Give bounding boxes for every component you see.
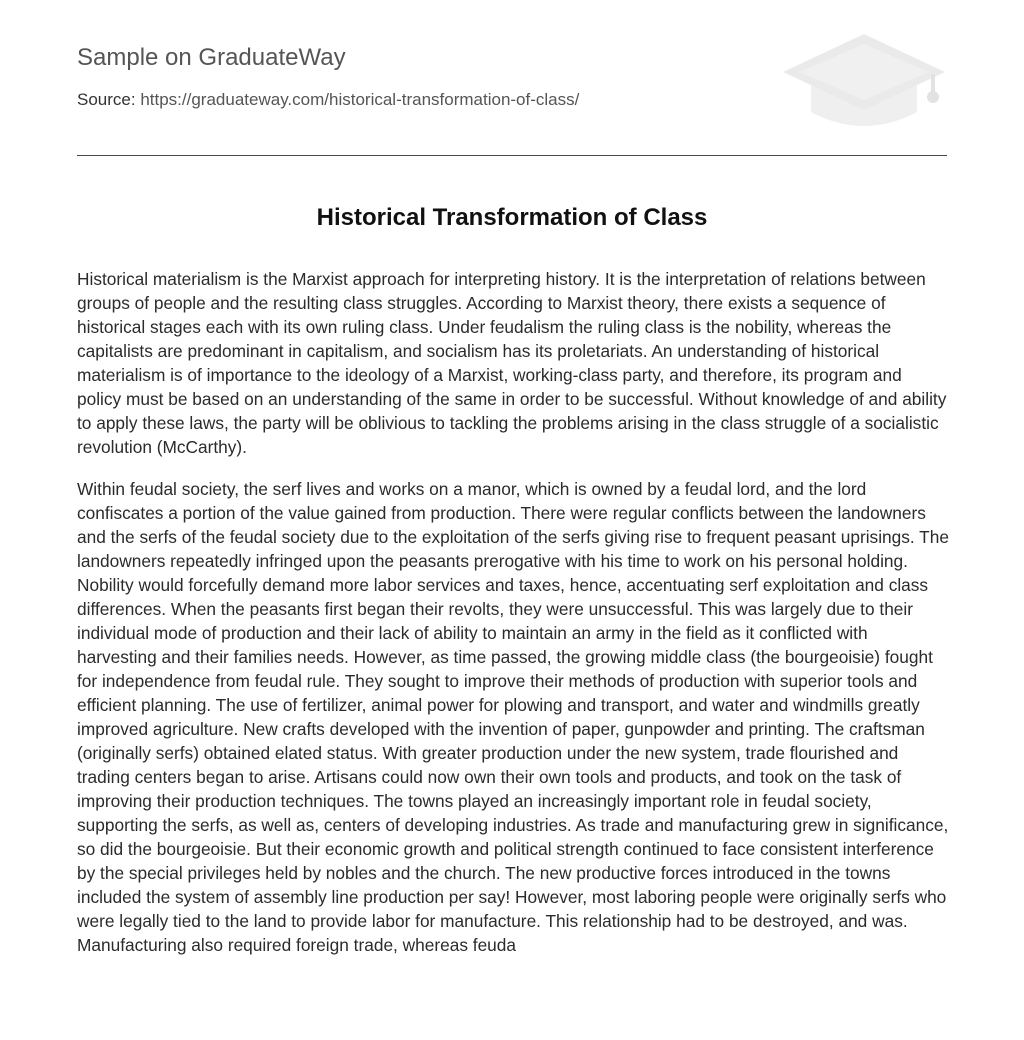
header-divider [77,155,947,156]
document-title: Historical Transformation of Class [316,204,708,231]
source-link[interactable]: https://graduateway.com/historical-transformation-of-class/ [140,90,580,109]
paragraph: Historical materialism is the Marxist approach for interpreting history. It is the interpretation of relations between groups of people and the resulting class struggles. According to Marxist theory, there exists a sequence of historical stages each with its own ruling class. Under feudalism the ruling class is the nobility, whereas the capitalists are predominant in capitalism, and socialism has its proletariats. An understanding of historical materialism is of importance to the ideology of a Marxist, working-class party, and therefore, its program and policy must be based on an understanding of the same in order to be successful. Without knowledge of and ability to apply these laws, the party will be oblivious to tackling the problems arising in the class struggle of a socialistic revolution (McCarthy). [77,269,947,457]
page-header [77,0,947,156]
site-title: Sample on GraduateWay [77,44,346,71]
document-body [77,267,949,975]
source-line [77,90,579,110]
source-label: Source: [77,90,136,109]
graduation-cap-icon [781,30,947,134]
paragraph: Within feudal society, the serf lives and works on a manor, which is owned by a feudal lord, and the lord confiscates a portion of the value gained from production. There were regular conflicts between the landowners and the serfs of the feudal society due to the exploitation of the serfs giving rise to frequent peasant uprisings. The landowners repeatedly infringed upon the peasants prerogative with his time to work on his personal holding. Nobility would forcefully demand more labor services and taxes, hence, accentuating serf exploitation and class differences. When the peasants first began their revolts, they were unsuccessful. This was largely due to their individual mode of production and their lack of ability to maintain an army in the field as it conflicted with harvesting and their families needs. However, as time passed, the growing middle class (the bourgeoisie) fought for independence from feudal rule. They sought to improve their methods of production with superior tools and efficient planning. The use of fertilizer, animal power for plowing and transport, and water and windmills greatly improved agriculture. New crafts developed with the invention of paper, gunpowder and printing. The craftsman (originally serfs) obtained elated status. With greater production under the new system, trade flourished and trading centers began to arise. Artisans could now own their own tools and products, and took on the task of improving their production techniques. The towns played an increasingly important role in feudal society, supporting the serfs, as well as, centers of developing industries. As trade and manufacturing grew in significance, so did the bourgeoisie. But their economic growth and political strength continued to face consistent interference by the special privileges held by nobles and the church. The new productive forces introduced in the towns included the system of assembly line production per say! However, most laboring people were originally serfs who were legally tied to the land to provide labor for manufacture. This relationship had to be destroyed, and was. Manufacturing also required foreign trade, whereas feuda [77,479,949,955]
